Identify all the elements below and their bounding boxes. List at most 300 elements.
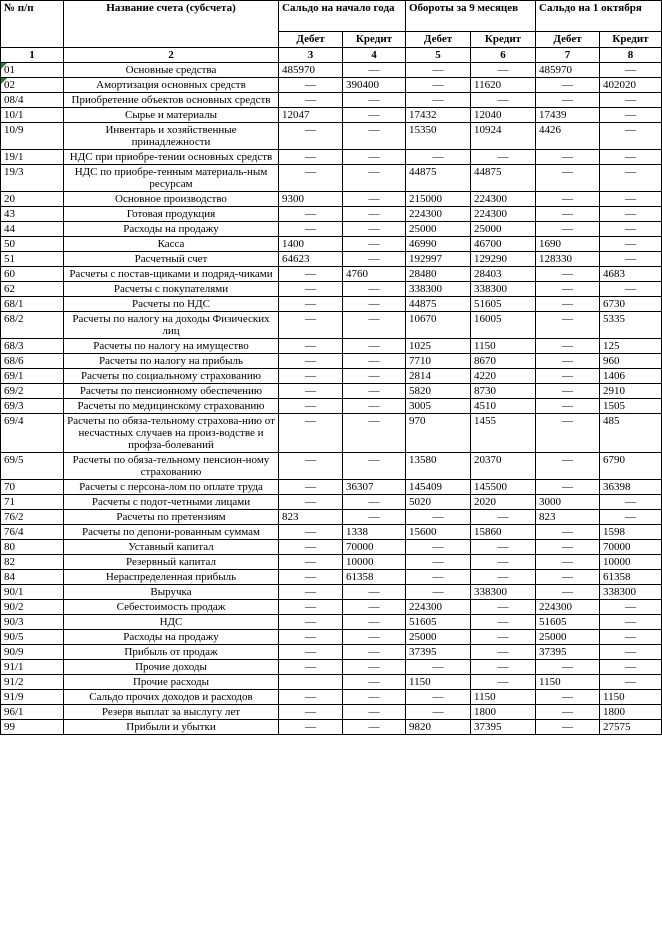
column-number: 6 — [471, 48, 536, 63]
closing-credit-cell: — — [600, 630, 662, 645]
table-row — [1, 222, 662, 237]
table-row — [1, 675, 662, 690]
opening-credit-cell: — — [343, 237, 406, 252]
turnover-credit-cell: 10924 — [471, 123, 536, 150]
turnover-credit-cell: 37395 — [471, 720, 536, 735]
account-name: Приобретение объектов основных средств — [64, 93, 279, 108]
table-row — [1, 525, 662, 540]
account-code — [1, 63, 64, 78]
turnover-debit-cell: 15600 — [406, 525, 471, 540]
turnover-debit-cell: — — [406, 555, 471, 570]
closing-credit-cell: 27575 — [600, 720, 662, 735]
closing-debit-cell: — — [536, 207, 600, 222]
table-row — [1, 495, 662, 510]
account-code-text: 69/3 — [4, 400, 24, 412]
turnover-debit-cell: 1025 — [406, 339, 471, 354]
account-name: Выручка — [64, 585, 279, 600]
closing-credit-cell: — — [600, 123, 662, 150]
opening-debit-cell: — — [279, 660, 343, 675]
header-account-name: Название счета (субсчета) — [64, 1, 279, 48]
closing-debit-cell: — — [536, 414, 600, 453]
closing-debit-cell: 25000 — [536, 630, 600, 645]
table-row — [1, 165, 662, 192]
account-code-text: 60 — [4, 268, 15, 280]
opening-debit-cell: — — [279, 600, 343, 615]
table-row — [1, 555, 662, 570]
opening-credit-cell: — — [343, 630, 406, 645]
closing-debit-cell: 1690 — [536, 237, 600, 252]
account-code — [1, 414, 64, 453]
closing-credit-cell: — — [600, 510, 662, 525]
opening-debit-cell: — — [279, 540, 343, 555]
account-code — [1, 297, 64, 312]
opening-credit-cell: 10000 — [343, 555, 406, 570]
account-code-text: 90/3 — [4, 616, 24, 628]
closing-debit-cell: 224300 — [536, 600, 600, 615]
closing-debit-cell: — — [536, 480, 600, 495]
closing-debit-cell: — — [536, 585, 600, 600]
turnover-credit-cell: 224300 — [471, 207, 536, 222]
opening-credit-cell: — — [343, 192, 406, 207]
account-code — [1, 222, 64, 237]
turnover-debit-cell: 338300 — [406, 282, 471, 297]
turnover-credit-cell: — — [471, 540, 536, 555]
closing-credit-cell: 4683 — [600, 267, 662, 282]
opening-credit-cell: 390400 — [343, 78, 406, 93]
account-code-text: 69/4 — [4, 415, 24, 427]
header-number: № п/п — [1, 1, 64, 48]
account-code — [1, 78, 64, 93]
closing-credit-cell: 6790 — [600, 453, 662, 480]
account-code — [1, 540, 64, 555]
account-code — [1, 282, 64, 297]
opening-debit-cell: — — [279, 93, 343, 108]
account-name: Прибыли и убытки — [64, 720, 279, 735]
turnover-credit-cell: 8670 — [471, 354, 536, 369]
account-code — [1, 369, 64, 384]
column-number: 2 — [64, 48, 279, 63]
table-row — [1, 123, 662, 150]
opening-debit-cell: — — [279, 207, 343, 222]
turnover-credit-cell: 8730 — [471, 384, 536, 399]
turnover-credit-cell: 28403 — [471, 267, 536, 282]
closing-debit-cell: 485970 — [536, 63, 600, 78]
turnover-credit-cell: — — [471, 150, 536, 165]
account-code-text: 82 — [4, 556, 15, 568]
account-name: НДС — [64, 615, 279, 630]
opening-credit-cell: — — [343, 660, 406, 675]
opening-debit-cell: — — [279, 645, 343, 660]
opening-debit-cell: — — [279, 495, 343, 510]
account-code — [1, 630, 64, 645]
closing-credit-cell: — — [600, 282, 662, 297]
turnover-debit-cell: — — [406, 63, 471, 78]
opening-credit-cell: — — [343, 414, 406, 453]
turnover-debit-cell: — — [406, 570, 471, 585]
closing-credit-cell: 10000 — [600, 555, 662, 570]
column-number: 5 — [406, 48, 471, 63]
column-number: 4 — [343, 48, 406, 63]
opening-debit-cell: — — [279, 555, 343, 570]
turnover-debit-cell: 224300 — [406, 600, 471, 615]
turnover-debit-cell: — — [406, 510, 471, 525]
opening-credit-cell: — — [343, 495, 406, 510]
account-code-text: 50 — [4, 238, 15, 250]
closing-debit-cell: 1150 — [536, 675, 600, 690]
opening-debit-cell: — — [279, 585, 343, 600]
account-code-text: 90/2 — [4, 601, 24, 613]
account-name: Расчеты по налогу на имущество — [64, 339, 279, 354]
opening-credit-cell: — — [343, 252, 406, 267]
turnover-credit-cell: 16005 — [471, 312, 536, 339]
opening-debit-cell: — — [279, 222, 343, 237]
turnover-debit-cell: 51605 — [406, 615, 471, 630]
turnover-debit-cell: 7710 — [406, 354, 471, 369]
account-name: Основное производство — [64, 192, 279, 207]
table-row — [1, 297, 662, 312]
closing-debit-cell: — — [536, 354, 600, 369]
closing-debit-cell: — — [536, 555, 600, 570]
opening-debit-cell: — — [279, 150, 343, 165]
opening-credit-cell: — — [343, 675, 406, 690]
header-credit: Кредит — [471, 32, 536, 48]
closing-credit-cell: — — [600, 237, 662, 252]
opening-debit-cell: — — [279, 705, 343, 720]
opening-credit-cell: — — [343, 585, 406, 600]
closing-credit-cell: 6730 — [600, 297, 662, 312]
account-name: НДС при приобре-тении основных средств — [64, 150, 279, 165]
table-row — [1, 645, 662, 660]
account-code-text: 19/3 — [4, 166, 24, 178]
opening-credit-cell: — — [343, 150, 406, 165]
closing-credit-cell: 125 — [600, 339, 662, 354]
cell-comment-marker-icon — [1, 78, 7, 84]
opening-credit-cell: — — [343, 123, 406, 150]
turnover-debit-cell: — — [406, 660, 471, 675]
header-opening-balance: Сальдо на начало года — [279, 1, 406, 32]
table-row — [1, 108, 662, 123]
turnover-credit-cell: — — [471, 555, 536, 570]
table-row — [1, 615, 662, 630]
account-code-text: 91/9 — [4, 691, 24, 703]
closing-credit-cell: — — [600, 108, 662, 123]
turnover-credit-cell: 15860 — [471, 525, 536, 540]
turnover-credit-cell: 1800 — [471, 705, 536, 720]
account-name: Касса — [64, 237, 279, 252]
table-row — [1, 354, 662, 369]
opening-credit-cell: — — [343, 354, 406, 369]
account-code — [1, 192, 64, 207]
account-code-text: 91/2 — [4, 676, 24, 688]
turnover-debit-cell: 10670 — [406, 312, 471, 339]
opening-debit-cell: 64623 — [279, 252, 343, 267]
account-name: Готовая продукция — [64, 207, 279, 222]
account-name: Сальдо прочих доходов и расходов — [64, 690, 279, 705]
account-code — [1, 720, 64, 735]
closing-debit-cell: — — [536, 660, 600, 675]
closing-debit-cell: — — [536, 267, 600, 282]
closing-debit-cell: — — [536, 339, 600, 354]
turnover-credit-cell: — — [471, 93, 536, 108]
turnover-credit-cell: 12040 — [471, 108, 536, 123]
opening-credit-cell: — — [343, 282, 406, 297]
turnover-credit-cell: — — [471, 660, 536, 675]
closing-credit-cell: — — [600, 660, 662, 675]
turnover-credit-cell: — — [471, 645, 536, 660]
closing-credit-cell: 960 — [600, 354, 662, 369]
account-code-text: 69/1 — [4, 370, 24, 382]
account-name: Расчеты с персона-лом по оплате труда — [64, 480, 279, 495]
opening-debit-cell: — — [279, 414, 343, 453]
opening-debit-cell: 485970 — [279, 63, 343, 78]
account-code-text: 71 — [4, 496, 15, 508]
opening-debit-cell: — — [279, 384, 343, 399]
header-turnover: Обороты за 9 месяцев — [406, 1, 536, 32]
table-row — [1, 540, 662, 555]
closing-credit-cell: — — [600, 615, 662, 630]
table-row — [1, 207, 662, 222]
turnover-debit-cell: — — [406, 150, 471, 165]
closing-debit-cell: 128330 — [536, 252, 600, 267]
account-code-text: 69/5 — [4, 454, 24, 466]
turnover-credit-cell: 25000 — [471, 222, 536, 237]
turnover-debit-cell: 5820 — [406, 384, 471, 399]
account-code-text: 90/1 — [4, 586, 24, 598]
opening-debit-cell: — — [279, 312, 343, 339]
opening-debit-cell: — — [279, 570, 343, 585]
account-code-text: 76/4 — [4, 526, 24, 538]
account-code — [1, 384, 64, 399]
opening-credit-cell: — — [343, 93, 406, 108]
account-code — [1, 495, 64, 510]
closing-debit-cell: — — [536, 369, 600, 384]
header-debit: Дебет — [406, 32, 471, 48]
closing-debit-cell: — — [536, 453, 600, 480]
closing-credit-cell: — — [600, 600, 662, 615]
account-code-text: 01 — [4, 64, 15, 76]
opening-debit-cell: — — [279, 453, 343, 480]
account-name: Расчеты по пенсионному обеспечению — [64, 384, 279, 399]
turnover-debit-cell: 25000 — [406, 222, 471, 237]
account-name: Прочие доходы — [64, 660, 279, 675]
opening-debit-cell: — — [279, 720, 343, 735]
closing-credit-cell: — — [600, 495, 662, 510]
closing-credit-cell: — — [600, 222, 662, 237]
account-code-text: 80 — [4, 541, 15, 553]
turnover-credit-cell: — — [471, 675, 536, 690]
closing-credit-cell: — — [600, 165, 662, 192]
closing-debit-cell: — — [536, 399, 600, 414]
turnover-credit-cell: 145500 — [471, 480, 536, 495]
closing-credit-cell: 2910 — [600, 384, 662, 399]
account-name: Расчеты по социальному страхованию — [64, 369, 279, 384]
turnover-debit-cell: 15350 — [406, 123, 471, 150]
table-row — [1, 78, 662, 93]
account-code — [1, 510, 64, 525]
account-code-text: 68/6 — [4, 355, 24, 367]
opening-credit-cell: — — [343, 453, 406, 480]
account-name: Прибыль от продаж — [64, 645, 279, 660]
opening-credit-cell: — — [343, 399, 406, 414]
table-row — [1, 600, 662, 615]
turnover-credit-cell: 224300 — [471, 192, 536, 207]
account-code-text: 20 — [4, 193, 15, 205]
opening-debit-cell: — — [279, 480, 343, 495]
account-code-text: 84 — [4, 571, 15, 583]
cell-comment-marker-icon — [1, 63, 7, 69]
turnover-debit-cell: 970 — [406, 414, 471, 453]
table-row — [1, 399, 662, 414]
account-name: Сырье и материалы — [64, 108, 279, 123]
account-code — [1, 585, 64, 600]
turnover-debit-cell: 17432 — [406, 108, 471, 123]
table-row — [1, 150, 662, 165]
account-name: Расчеты с подот-четными лицами — [64, 495, 279, 510]
account-name: Уставный капитал — [64, 540, 279, 555]
opening-debit-cell: — — [279, 339, 343, 354]
account-name: Резерв выплат за выслугу лет — [64, 705, 279, 720]
opening-debit-cell: — — [279, 297, 343, 312]
account-name: Прочие расходы — [64, 675, 279, 690]
table-row — [1, 480, 662, 495]
account-code — [1, 108, 64, 123]
closing-credit-cell: — — [600, 252, 662, 267]
account-name: Расчеты по претензиям — [64, 510, 279, 525]
turnover-credit-cell: 1150 — [471, 690, 536, 705]
table-row — [1, 705, 662, 720]
opening-debit-cell: 1400 — [279, 237, 343, 252]
closing-debit-cell: 4426 — [536, 123, 600, 150]
table-row — [1, 570, 662, 585]
closing-debit-cell: — — [536, 690, 600, 705]
account-code — [1, 645, 64, 660]
closing-debit-cell: — — [536, 78, 600, 93]
table-row — [1, 267, 662, 282]
opening-debit-cell: — — [279, 78, 343, 93]
account-code — [1, 312, 64, 339]
account-code — [1, 660, 64, 675]
closing-debit-cell: 17439 — [536, 108, 600, 123]
opening-debit-cell: 9300 — [279, 192, 343, 207]
turnover-debit-cell: 46990 — [406, 237, 471, 252]
table-row — [1, 282, 662, 297]
account-code-text: 10/1 — [4, 109, 24, 121]
turnover-credit-cell: 1455 — [471, 414, 536, 453]
account-code — [1, 525, 64, 540]
closing-debit-cell: 3000 — [536, 495, 600, 510]
closing-debit-cell: — — [536, 192, 600, 207]
account-name: Расчеты по медицинскому страхованию — [64, 399, 279, 414]
turnover-debit-cell: 44875 — [406, 297, 471, 312]
closing-credit-cell: 36398 — [600, 480, 662, 495]
account-code-text: 51 — [4, 253, 15, 265]
account-name: Расходы на продажу — [64, 222, 279, 237]
closing-debit-cell: — — [536, 540, 600, 555]
table-row — [1, 690, 662, 705]
turnover-debit-cell: — — [406, 93, 471, 108]
opening-debit-cell: — — [279, 123, 343, 150]
opening-debit-cell: — — [279, 615, 343, 630]
closing-credit-cell: 338300 — [600, 585, 662, 600]
account-code — [1, 480, 64, 495]
turnover-debit-cell: 145409 — [406, 480, 471, 495]
opening-credit-cell: 70000 — [343, 540, 406, 555]
closing-credit-cell: — — [600, 150, 662, 165]
turnover-debit-cell: 5020 — [406, 495, 471, 510]
closing-debit-cell: — — [536, 570, 600, 585]
account-code-text: 02 — [4, 79, 15, 91]
turnover-credit-cell: — — [471, 510, 536, 525]
account-code-text: 08/4 — [4, 94, 24, 106]
column-numbering-row — [1, 48, 662, 63]
turnover-debit-cell: 2814 — [406, 369, 471, 384]
account-code — [1, 93, 64, 108]
turnover-debit-cell: — — [406, 690, 471, 705]
account-code — [1, 705, 64, 720]
account-code — [1, 267, 64, 282]
turnover-credit-cell: 44875 — [471, 165, 536, 192]
opening-debit-cell: — — [279, 354, 343, 369]
closing-credit-cell: 70000 — [600, 540, 662, 555]
turnover-debit-cell: 9820 — [406, 720, 471, 735]
closing-debit-cell: — — [536, 720, 600, 735]
account-name: Расчеты по обяза-тельному пенсион-ному страхованию — [64, 453, 279, 480]
closing-debit-cell: — — [536, 384, 600, 399]
account-code — [1, 207, 64, 222]
opening-credit-cell: — — [343, 165, 406, 192]
opening-debit-cell — [279, 675, 343, 690]
closing-debit-cell: — — [536, 93, 600, 108]
account-code-text: 68/1 — [4, 298, 24, 310]
account-code-text: 43 — [4, 208, 15, 220]
account-name: Расчетный счет — [64, 252, 279, 267]
opening-credit-cell: — — [343, 615, 406, 630]
closing-debit-cell: 823 — [536, 510, 600, 525]
closing-debit-cell: — — [536, 282, 600, 297]
account-code-text: 90/5 — [4, 631, 24, 643]
turnover-debit-cell: 13580 — [406, 453, 471, 480]
closing-debit-cell: — — [536, 165, 600, 192]
opening-debit-cell: — — [279, 369, 343, 384]
turnover-credit-cell: 1150 — [471, 339, 536, 354]
closing-debit-cell: — — [536, 705, 600, 720]
opening-credit-cell: 61358 — [343, 570, 406, 585]
opening-credit-cell: — — [343, 705, 406, 720]
table-row — [1, 414, 662, 453]
account-name: Инвентарь и хозяйственные принадлежности — [64, 123, 279, 150]
account-name: Себестоимость продаж — [64, 600, 279, 615]
closing-debit-cell: — — [536, 150, 600, 165]
turnover-credit-cell: 129290 — [471, 252, 536, 267]
table-row — [1, 720, 662, 735]
closing-credit-cell: — — [600, 192, 662, 207]
turnover-credit-cell: 11620 — [471, 78, 536, 93]
account-code — [1, 150, 64, 165]
opening-debit-cell: — — [279, 399, 343, 414]
opening-credit-cell: 36307 — [343, 480, 406, 495]
opening-debit-cell: 823 — [279, 510, 343, 525]
account-code-text: 62 — [4, 283, 15, 295]
opening-credit-cell: — — [343, 690, 406, 705]
opening-credit-cell: — — [343, 312, 406, 339]
turnover-credit-cell: 46700 — [471, 237, 536, 252]
turnover-credit-cell: — — [471, 600, 536, 615]
closing-credit-cell: — — [600, 63, 662, 78]
account-code-text: 70 — [4, 481, 15, 493]
closing-credit-cell: — — [600, 207, 662, 222]
account-name: Основные средства — [64, 63, 279, 78]
turnover-debit-cell: 28480 — [406, 267, 471, 282]
